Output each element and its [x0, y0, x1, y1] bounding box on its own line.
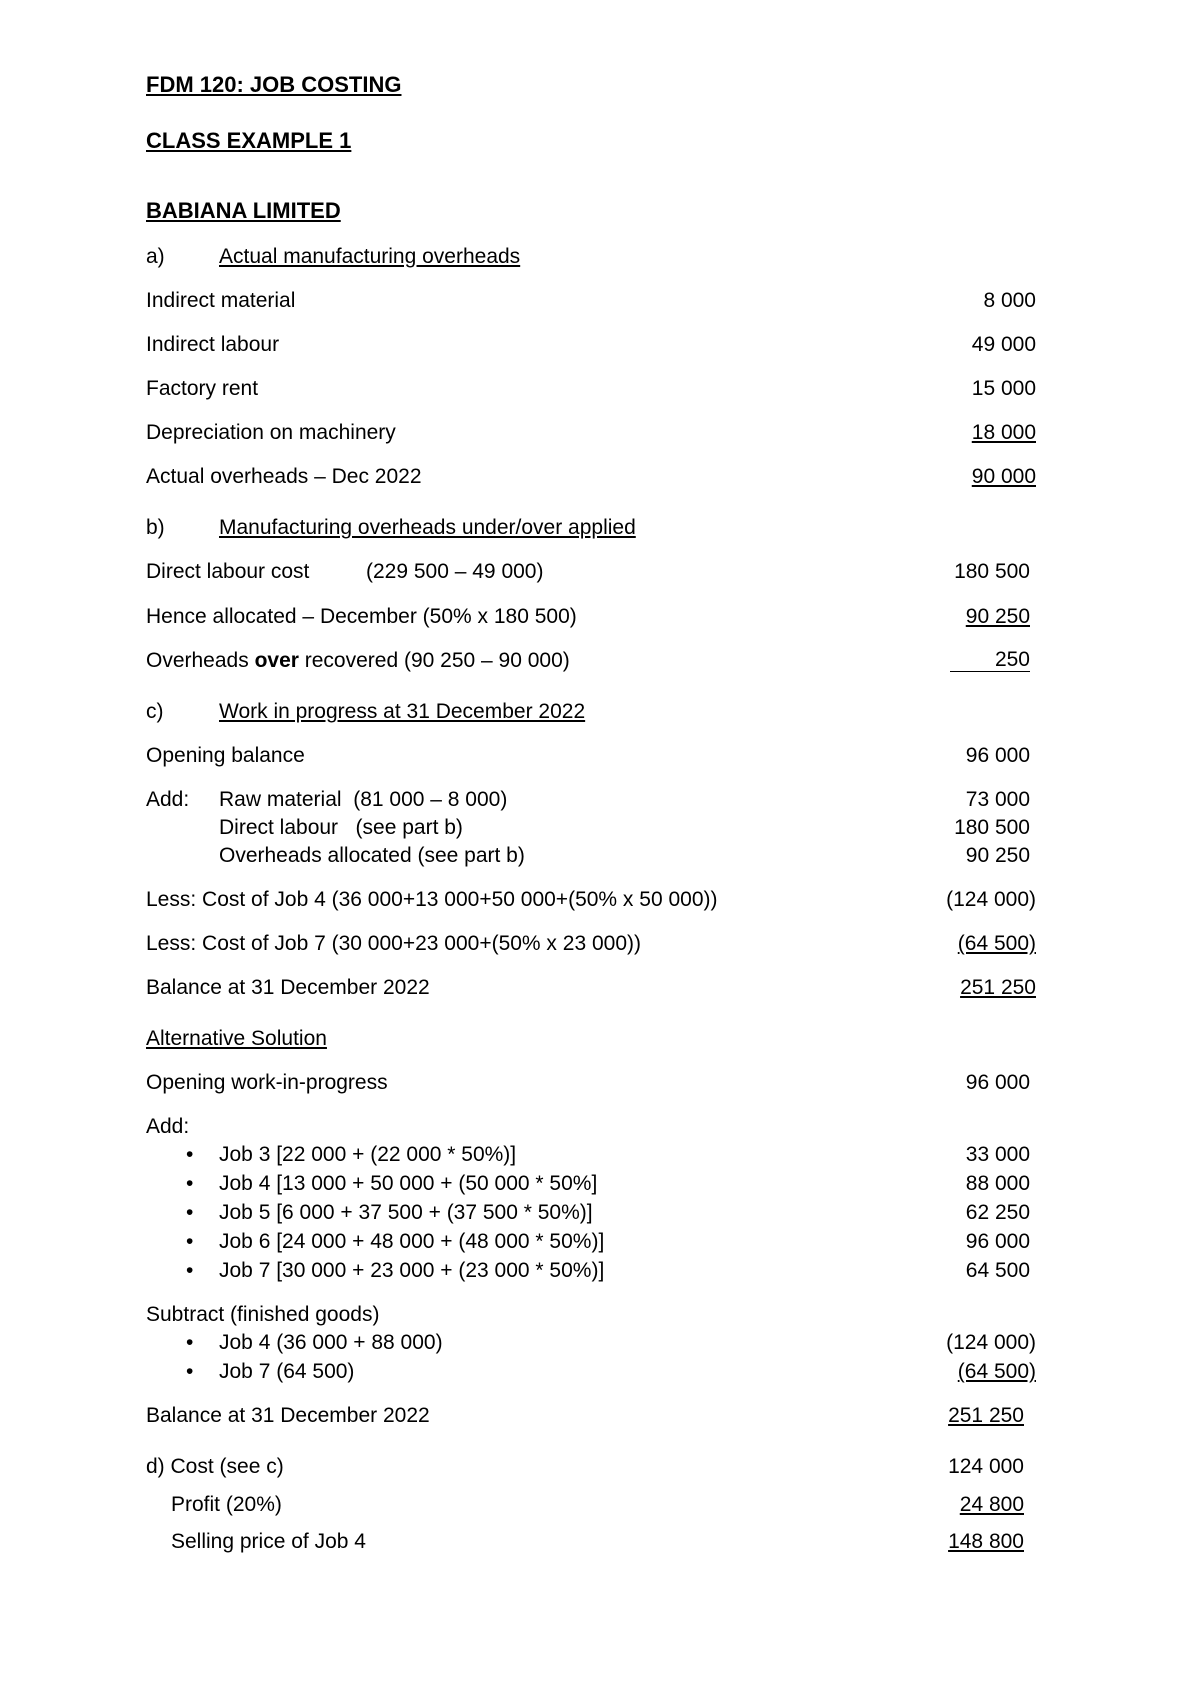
alt-subtract-item — [146, 1331, 1036, 1357]
row-label: Actual overheads – Dec 2022 — [146, 465, 422, 488]
row-amount: 15 000 — [971, 377, 1036, 400]
row-amount: 8 000 — [983, 289, 1036, 312]
row-label: Indirect labour — [146, 333, 280, 356]
part-a-heading — [146, 245, 1036, 271]
row-label: Indirect material — [146, 289, 296, 312]
direct-labour-row — [146, 560, 1036, 586]
row-label: Depreciation on machinery — [146, 421, 396, 444]
add-label: Add: — [146, 788, 190, 811]
row-amount: 18 000 — [971, 421, 1036, 444]
alt-opening-row — [146, 1071, 1036, 1097]
row-amount: 90 250 — [965, 844, 1030, 867]
row-amount: 64 500 — [965, 1259, 1030, 1282]
row-amount: (64 500) — [957, 932, 1036, 955]
row-amount: 180 500 — [954, 816, 1030, 839]
row-amount: 73 000 — [965, 788, 1030, 811]
alt-add-item — [146, 1172, 1036, 1198]
less-job7-row — [146, 932, 1036, 958]
allocated-row — [146, 605, 1036, 631]
row-label: Job 3 [22 000 + (22 000 * 50%)] — [219, 1143, 517, 1166]
row-amount: 251 250 — [948, 1404, 1024, 1427]
row-amount: (64 500) — [957, 1360, 1036, 1383]
bullet-icon: • — [186, 1360, 194, 1383]
add-label: Add: — [146, 1115, 190, 1138]
part-a-total — [146, 465, 1036, 491]
alt-subtract-label-row — [146, 1303, 1036, 1329]
bullet-icon: • — [186, 1331, 194, 1354]
part-a-row — [146, 289, 1036, 315]
row-label: Job 4 [13 000 + 50 000 + (50 000 * 50%] — [219, 1172, 598, 1195]
alt-add-item — [146, 1230, 1036, 1256]
row-label: Opening work-in-progress — [146, 1071, 388, 1094]
row-label: Balance at 31 December 2022 — [146, 976, 430, 999]
bullet-icon: • — [186, 1259, 194, 1282]
bullet-icon: • — [186, 1230, 194, 1253]
less-job4-row — [146, 888, 1036, 914]
alt-add-item — [146, 1259, 1036, 1285]
part-d-profit-row — [146, 1493, 1036, 1519]
bullet-icon: • — [186, 1201, 194, 1224]
row-label: Raw material (81 000 – 8 000) — [219, 788, 508, 811]
row-label: Selling price of Job 4 — [171, 1530, 366, 1553]
row-label: Factory rent — [146, 377, 259, 400]
row-label: d) Cost (see c) — [146, 1455, 284, 1478]
alt-add-item — [146, 1143, 1036, 1169]
part-a-row — [146, 421, 1036, 447]
example-heading: CLASS EXAMPLE 1 — [146, 128, 352, 153]
row-amount: 62 250 — [965, 1201, 1030, 1224]
part-a-letter: a) — [146, 245, 165, 268]
part-a-title: Actual manufacturing overheads — [219, 245, 521, 268]
row-label: Job 7 (64 500) — [219, 1360, 355, 1383]
row-label: Direct labour (see part b) — [219, 816, 463, 839]
part-b-heading — [146, 516, 1036, 542]
part-d-cost-row — [146, 1455, 1036, 1481]
bullet-icon: • — [186, 1172, 194, 1195]
part-c-heading — [146, 700, 1036, 726]
row-label: Overheads over recovered (90 250 – 90 000) — [146, 649, 570, 672]
row-amount: 24 800 — [959, 1493, 1024, 1516]
row-amount: (124 000) — [946, 1331, 1036, 1354]
row-amount: 251 250 — [960, 976, 1036, 999]
row-label: Profit (20%) — [171, 1493, 282, 1516]
row-label: Overheads allocated (see part b) — [219, 844, 525, 867]
alternative-heading — [146, 1027, 1036, 1053]
part-a-row — [146, 377, 1036, 403]
row-amount: 96 000 — [965, 744, 1030, 767]
add-row — [146, 788, 1036, 814]
row-label: Direct labour cost — [146, 560, 310, 583]
row-label: Opening balance — [146, 744, 305, 767]
row-amount: 88 000 — [965, 1172, 1030, 1195]
row-label: Hence allocated – December (50% x 180 500) — [146, 605, 577, 628]
row-label: Less: Cost of Job 7 (30 000+23 000+(50% x 23 000)) — [146, 932, 641, 955]
row-amount: 96 000 — [965, 1230, 1030, 1253]
subtract-label: Subtract (finished goods) — [146, 1303, 380, 1326]
row-amount: 90 250 — [965, 605, 1030, 628]
balance-row — [146, 976, 1036, 1002]
row-label: Job 7 [30 000 + 23 000 + (23 000 * 50%)] — [219, 1259, 605, 1282]
document-title: FDM 120: JOB COSTING — [146, 72, 402, 97]
row-label: Job 4 (36 000 + 88 000) — [219, 1331, 443, 1354]
part-a-row — [146, 333, 1036, 359]
part-c-letter: c) — [146, 700, 164, 723]
row-amount: 33 000 — [965, 1143, 1030, 1166]
alt-subtract-item — [146, 1360, 1036, 1386]
row-label: Balance at 31 December 2022 — [146, 1404, 430, 1427]
alternative-title: Alternative Solution — [146, 1027, 327, 1050]
row-calculation: (229 500 – 49 000) — [366, 560, 544, 583]
row-amount: 90 000 — [971, 465, 1036, 488]
alt-add-item — [146, 1201, 1036, 1227]
opening-balance-row — [146, 744, 1036, 770]
add-row — [146, 816, 1036, 842]
row-amount: 148 800 — [948, 1530, 1024, 1553]
alt-balance-row — [146, 1404, 1036, 1430]
row-amount: (124 000) — [946, 888, 1036, 911]
row-amount: 124 000 — [948, 1455, 1024, 1478]
part-b-letter: b) — [146, 516, 165, 539]
add-row — [146, 844, 1036, 870]
company-heading: BABIANA LIMITED — [146, 198, 341, 223]
bullet-icon: • — [186, 1143, 194, 1166]
part-b-title: Manufacturing overheads under/over applied — [219, 516, 636, 539]
part-c-title: Work in progress at 31 December 2022 — [219, 700, 586, 723]
alt-add-label-row — [146, 1115, 1036, 1141]
over-recovered-row — [146, 649, 1036, 675]
row-amount: 250 — [950, 649, 1030, 672]
row-amount: 180 500 — [954, 560, 1030, 583]
row-amount: 96 000 — [965, 1071, 1030, 1094]
row-label: Job 5 [6 000 + 37 500 + (37 500 * 50%)] — [219, 1201, 593, 1224]
row-label: Less: Cost of Job 4 (36 000+13 000+50 000+(50% x 50 000)) — [146, 888, 718, 911]
part-d-price-row — [146, 1530, 1036, 1556]
row-amount: 49 000 — [971, 333, 1036, 356]
row-label: Job 6 [24 000 + 48 000 + (48 000 * 50%)] — [219, 1230, 605, 1253]
